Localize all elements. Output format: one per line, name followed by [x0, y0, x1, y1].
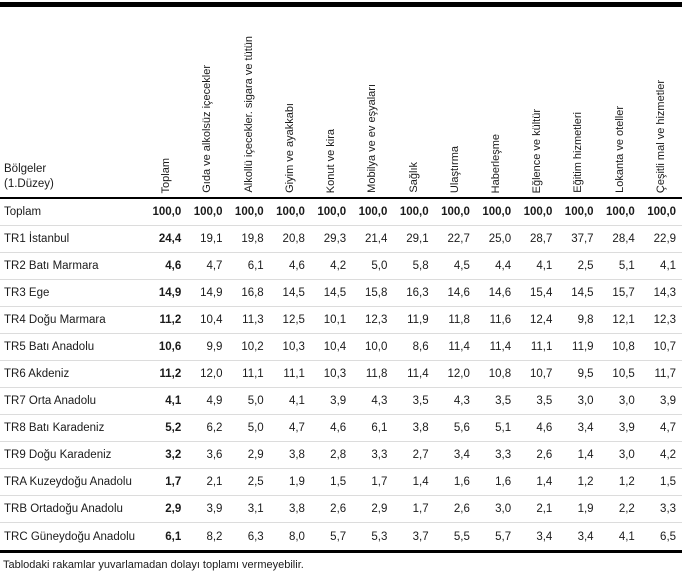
- table-row: [0, 442, 682, 469]
- column-header: [228, 7, 269, 197]
- column-header: [146, 7, 187, 197]
- row-label: TRA Kuzeydoğu Anadolu: [4, 476, 132, 488]
- table-cell: 3,9: [660, 395, 677, 407]
- table-cell: 3,4: [577, 422, 594, 434]
- table-cell: 19,8: [241, 233, 264, 245]
- table-cell: 6,2: [206, 422, 223, 434]
- column-header-label: Alkollü içecekler. sigara ve tütün: [242, 36, 255, 193]
- table-cell: 5,1: [495, 422, 512, 434]
- table-cell: 6,1: [165, 530, 182, 543]
- table-cell: 1,4: [412, 476, 429, 488]
- table-cell: 2,1: [206, 476, 223, 488]
- table-cell: 29,1: [406, 233, 429, 245]
- table-cell: 11,3: [242, 314, 264, 326]
- column-header: [476, 7, 517, 197]
- table-cell: 3,3: [495, 449, 512, 461]
- table-cell: 14,9: [158, 287, 182, 299]
- table-cell: 1,5: [660, 476, 677, 488]
- table-cell: 12,0: [200, 368, 223, 380]
- table-cell: 12,5: [282, 314, 305, 326]
- table-row: [0, 334, 682, 361]
- table-cell: 10,7: [529, 368, 553, 380]
- table-cell: 100,0: [523, 206, 553, 218]
- table-cell: 3,3: [660, 503, 677, 515]
- column-header: [270, 7, 311, 197]
- table-cell: 14,3: [653, 287, 677, 299]
- row-label: TR2 Batı Marmara: [4, 260, 99, 272]
- table-cell: 12,3: [365, 314, 388, 326]
- table-cell: 3,6: [206, 449, 223, 461]
- table-cell: 11,6: [489, 314, 512, 326]
- table-cell: 5,6: [453, 422, 470, 434]
- table-cell: 11,2: [159, 314, 182, 326]
- column-header: [187, 7, 228, 197]
- table-cell: 100,0: [441, 206, 470, 218]
- table-cell: 2,8: [330, 449, 347, 461]
- table-cell: 15,8: [365, 287, 388, 299]
- column-header: [558, 7, 599, 197]
- table-cell: 3,8: [288, 449, 305, 461]
- table-cell: 19,1: [200, 233, 223, 245]
- row-label: TRB Ortadoğu Anadolu: [4, 503, 123, 515]
- table-cell: 3,8: [288, 503, 305, 515]
- row-label: TR4 Doğu Marmara: [4, 314, 106, 326]
- table-cell: 4,6: [165, 260, 182, 272]
- table-cell: 21,4: [365, 233, 388, 245]
- table-cell: 10,8: [488, 368, 512, 380]
- column-header: [435, 7, 476, 197]
- column-header-label: Gıda ve alkolsüz içecekler: [201, 65, 214, 193]
- footnote: Tablodaki rakamlar yuvarlamadan dolayı toplamı vermeyebilir.: [3, 559, 304, 571]
- table-cell: 3,0: [618, 449, 635, 461]
- table-cell: 4,9: [206, 395, 223, 407]
- table-cell: 5,0: [247, 395, 264, 407]
- table-cell: 100,0: [276, 206, 305, 218]
- column-header: [393, 7, 434, 197]
- table-cell: 11,2: [159, 368, 182, 380]
- row-label: TR9 Doğu Karadeniz: [4, 449, 112, 461]
- table-cell: 5,0: [247, 422, 264, 434]
- table-cell: 5,7: [495, 530, 512, 543]
- table-cell: 6,3: [247, 530, 264, 543]
- table-cell: 11,1: [283, 368, 305, 380]
- table-cell: 22,9: [653, 233, 677, 245]
- table-cell: 1,7: [165, 476, 182, 488]
- table-cell: 4,3: [371, 395, 388, 407]
- table-cell: 3,1: [247, 503, 264, 515]
- table-cell: 1,4: [577, 449, 594, 461]
- corner-label: [0, 7, 146, 197]
- table-cell: 14,5: [571, 287, 594, 299]
- table-cell: 100,0: [606, 206, 635, 218]
- table-cell: 28,7: [529, 233, 553, 245]
- table-cell: 100,0: [317, 206, 347, 218]
- table-cell: 1,7: [371, 476, 388, 488]
- column-header-label: Haberleşme: [489, 133, 502, 193]
- table-cell: 10,8: [612, 341, 635, 353]
- table-cell: 4,6: [288, 260, 305, 272]
- table-cell: 4,1: [165, 395, 182, 407]
- table-cell: 1,6: [453, 476, 470, 488]
- table-cell: 11,8: [365, 368, 388, 380]
- table-cell: 1,2: [577, 476, 594, 488]
- table-cell: 4,1: [288, 395, 305, 407]
- table-cell: 2,6: [453, 503, 470, 515]
- table-cell: 15,7: [612, 287, 635, 299]
- table-cell: 100,0: [193, 206, 223, 218]
- row-label: TRC Güneydoğu Anadolu: [4, 530, 136, 543]
- table-cell: 29,3: [323, 233, 347, 245]
- column-header-label: Ulaştırma: [448, 145, 461, 193]
- table-cell: 11,4: [407, 368, 429, 380]
- table-cell: 5,5: [453, 530, 470, 543]
- table-cell: 4,1: [618, 530, 635, 543]
- table-cell: 1,5: [330, 476, 347, 488]
- table-cell: 11,1: [530, 341, 553, 353]
- table-cell: 1,9: [577, 503, 594, 515]
- row-label: TR1 İstanbul: [4, 233, 70, 245]
- table-cell: 15,4: [529, 287, 553, 299]
- table-cell: 2,9: [247, 449, 264, 461]
- table-cell: 14,6: [447, 287, 470, 299]
- table-row: [0, 253, 682, 280]
- column-header-label: Konut ve kira: [325, 128, 338, 193]
- column-headers: [146, 7, 682, 197]
- column-header-label: Mobilya ve ev eşyaları: [366, 84, 379, 193]
- table-cell: 22,7: [447, 233, 470, 245]
- table-cell: 4,2: [660, 449, 677, 461]
- row-label: TR8 Batı Karadeniz: [4, 422, 105, 434]
- column-header-label: Toplam: [160, 157, 173, 193]
- table-cell: 3,8: [412, 422, 429, 434]
- table-cell: 3,7: [412, 530, 429, 543]
- table-cell: 14,5: [282, 287, 305, 299]
- table-cell: 25,0: [488, 233, 512, 245]
- table-cell: 4,1: [536, 260, 553, 272]
- table-cell: 14,5: [323, 287, 347, 299]
- table-cell: 2,7: [412, 449, 429, 461]
- table-cell: 10,2: [241, 341, 264, 353]
- table-cell: 5,1: [618, 260, 635, 272]
- table-cell: 3,0: [577, 395, 594, 407]
- table-row: [0, 307, 682, 334]
- table-cell: 100,0: [234, 206, 264, 218]
- table-cell: 100,0: [358, 206, 388, 218]
- table-cell: 2,9: [371, 503, 388, 515]
- table-cell: 12,0: [447, 368, 470, 380]
- column-header: [641, 7, 682, 197]
- table-cell: 12,4: [529, 314, 553, 326]
- table-cell: 2,5: [247, 476, 264, 488]
- table-cell: 3,5: [412, 395, 429, 407]
- row-label: TR5 Batı Anadolu: [4, 341, 95, 353]
- table-cell: 10,3: [323, 368, 347, 380]
- table-cell: 10,4: [200, 314, 223, 326]
- table-cell: 9,9: [206, 341, 223, 353]
- table-cell: 4,6: [330, 422, 347, 434]
- table-cell: 11,4: [448, 341, 470, 353]
- table-cell: 11,9: [572, 341, 594, 353]
- table-row: [0, 226, 682, 253]
- table-cell: 10,6: [158, 341, 182, 353]
- table-cell: 10,7: [653, 341, 677, 353]
- table-cell: 11,4: [489, 341, 512, 353]
- row-label: TR7 Orta Anadolu: [4, 395, 97, 407]
- table-cell: 3,3: [371, 449, 388, 461]
- table-cell: 5,0: [371, 260, 388, 272]
- column-header-label: Eğitim hizmetleri: [572, 112, 585, 193]
- table-cell: 16,8: [241, 287, 264, 299]
- column-header: [600, 7, 641, 197]
- table-cell: 11,1: [242, 368, 264, 380]
- table-cell: 10,3: [282, 341, 305, 353]
- table-cell: 1,6: [495, 476, 512, 488]
- table-cell: 3,4: [577, 530, 594, 543]
- table-cell: 4,7: [206, 260, 223, 272]
- table-cell: 10,1: [323, 314, 347, 326]
- column-header-label: Eğlence ve kültür: [531, 108, 544, 193]
- corner-label-line2: (1.Düzey): [4, 178, 54, 191]
- table-row: [0, 469, 682, 496]
- column-header-label: Çeşitli mal ve hizmetler: [654, 79, 667, 193]
- table-cell: 2,5: [577, 260, 594, 272]
- table-cell: 12,1: [612, 314, 635, 326]
- table-cell: 4,4: [495, 260, 512, 272]
- table-cell: 2,6: [330, 503, 347, 515]
- table-cell: 3,9: [330, 395, 347, 407]
- table-cell: 16,3: [406, 287, 429, 299]
- table-cell: 11,7: [654, 368, 677, 380]
- table-cell: 11,9: [407, 314, 429, 326]
- table-cell: 6,1: [371, 422, 388, 434]
- table-cell: 8,0: [288, 530, 305, 543]
- table-row: [0, 388, 682, 415]
- table-row: [0, 361, 682, 388]
- table-cell: 5,7: [330, 530, 347, 543]
- table-cell: 4,6: [536, 422, 553, 434]
- table-cell: 2,2: [618, 503, 635, 515]
- table-cell: 4,3: [453, 395, 470, 407]
- table-cell: 100,0: [647, 206, 677, 218]
- column-header: [352, 7, 393, 197]
- column-header-label: Giyim ve ayakkabı: [283, 103, 296, 193]
- table-cell: 9,8: [577, 314, 594, 326]
- column-header: [311, 7, 352, 197]
- table-cell: 100,0: [482, 206, 512, 218]
- table-cell: 3,4: [536, 530, 553, 543]
- table-cell: 2,6: [536, 449, 553, 461]
- table-cell: 4,7: [660, 422, 677, 434]
- table-cell: 8,6: [412, 341, 429, 353]
- table-cell: 3,2: [165, 449, 182, 461]
- table-cell: 5,2: [165, 422, 182, 434]
- table-cell: 4,2: [330, 260, 347, 272]
- table-body: [0, 199, 682, 550]
- table-cell: 100,0: [564, 206, 594, 218]
- table-cell: 4,5: [453, 260, 470, 272]
- table-row: [0, 415, 682, 442]
- table-cell: 4,1: [660, 260, 677, 272]
- row-label: TR6 Akdeniz: [4, 368, 70, 380]
- table-header: [0, 7, 682, 199]
- table-cell: 3,0: [618, 395, 635, 407]
- table-cell: 37,7: [571, 233, 594, 245]
- table-cell: 3,5: [536, 395, 553, 407]
- table-cell: 1,4: [536, 476, 553, 488]
- table-cell: 2,9: [165, 503, 182, 515]
- table-cell: 20,8: [282, 233, 305, 245]
- table-cell: 3,9: [618, 422, 635, 434]
- row-label: TR3 Ege: [4, 287, 50, 299]
- table-cell: 3,5: [495, 395, 512, 407]
- table-cell: 14,9: [200, 287, 223, 299]
- table-cell: 3,9: [206, 503, 223, 515]
- table-row: [0, 199, 682, 226]
- table-cell: 6,1: [247, 260, 264, 272]
- table-cell: 6,5: [660, 530, 677, 543]
- table-cell: 10,0: [365, 341, 388, 353]
- table-cell: 14,6: [488, 287, 512, 299]
- table-cell: 10,5: [612, 368, 635, 380]
- table-cell: 9,5: [577, 368, 594, 380]
- table-cell: 8,2: [206, 530, 223, 543]
- column-header-label: Sağlık: [407, 162, 420, 193]
- table-cell: 2,1: [536, 503, 553, 515]
- column-header-label: Lokanta ve oteller: [613, 106, 626, 193]
- table-cell: 10,4: [323, 341, 347, 353]
- table-cell: 5,3: [371, 530, 388, 543]
- table-cell: 3,0: [495, 503, 512, 515]
- table-row: [0, 496, 682, 523]
- table-cell: 11,8: [448, 314, 470, 326]
- row-label: Toplam: [4, 206, 42, 218]
- table-cell: 4,7: [288, 422, 305, 434]
- table-cell: 24,4: [158, 233, 182, 245]
- table-row: [0, 280, 682, 307]
- table-cell: 12,3: [653, 314, 677, 326]
- corner-label-line1: Bölgeler: [4, 162, 47, 175]
- table-cell: 100,0: [152, 206, 182, 218]
- table-cell: 5,8: [412, 260, 429, 272]
- table-cell: 1,7: [412, 503, 429, 515]
- table-cell: 100,0: [399, 206, 429, 218]
- table-cell: 3,4: [453, 449, 470, 461]
- table-cell: 28,4: [612, 233, 635, 245]
- table-row: [0, 523, 682, 550]
- column-header: [517, 7, 558, 197]
- table-cell: 1,9: [288, 476, 305, 488]
- table-cell: 1,2: [618, 476, 635, 488]
